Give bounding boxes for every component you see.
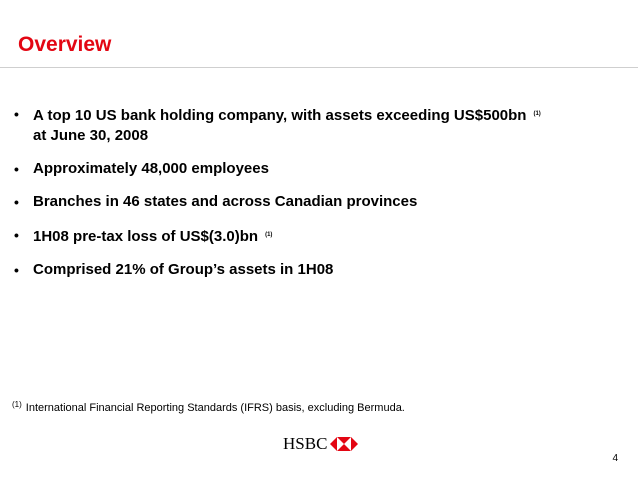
bullet-text: A top 10 US bank holding company, with assets exceeding US$500bn [33, 107, 527, 124]
bullet-text: Branches in 46 states and across Canadian provinces [33, 193, 418, 210]
bullet-text: Approximately 48,000 employees [33, 160, 269, 177]
bullet-list [12, 104, 612, 293]
title-divider [0, 67, 638, 68]
bullet-dot: • [14, 227, 19, 243]
bullet-item [12, 104, 612, 146]
logo-wordmark: HSBC [283, 434, 328, 453]
bullet-item [12, 192, 612, 212]
footnote-marker: (1) [12, 400, 22, 409]
bullet-item [12, 260, 612, 280]
bullet-text-continued: at June 30, 2008 [33, 127, 149, 144]
bullet-dot: • [14, 262, 19, 278]
footnote-text: International Financial Reporting Standards (IFRS) basis, excluding Bermuda. [25, 402, 405, 414]
hsbc-logo [283, 434, 358, 454]
bullet-item [12, 159, 612, 179]
page-number: 4 [612, 453, 618, 464]
bullet-text: 1H08 pre-tax loss of US$(3.0)bn [33, 228, 259, 245]
footnote [12, 400, 405, 414]
bullet-text: Comprised 21% of Group’s assets in 1H08 [33, 261, 334, 278]
slide-title: Overview [18, 33, 112, 56]
hsbc-hexagon-icon [330, 437, 358, 451]
bullet-dot: • [14, 194, 19, 210]
bullet-item [12, 225, 612, 247]
footnote-ref: (1) [265, 232, 273, 238]
footnote-ref: (1) [533, 111, 541, 117]
bullet-dot: • [14, 106, 19, 122]
bullet-dot: • [14, 161, 19, 177]
